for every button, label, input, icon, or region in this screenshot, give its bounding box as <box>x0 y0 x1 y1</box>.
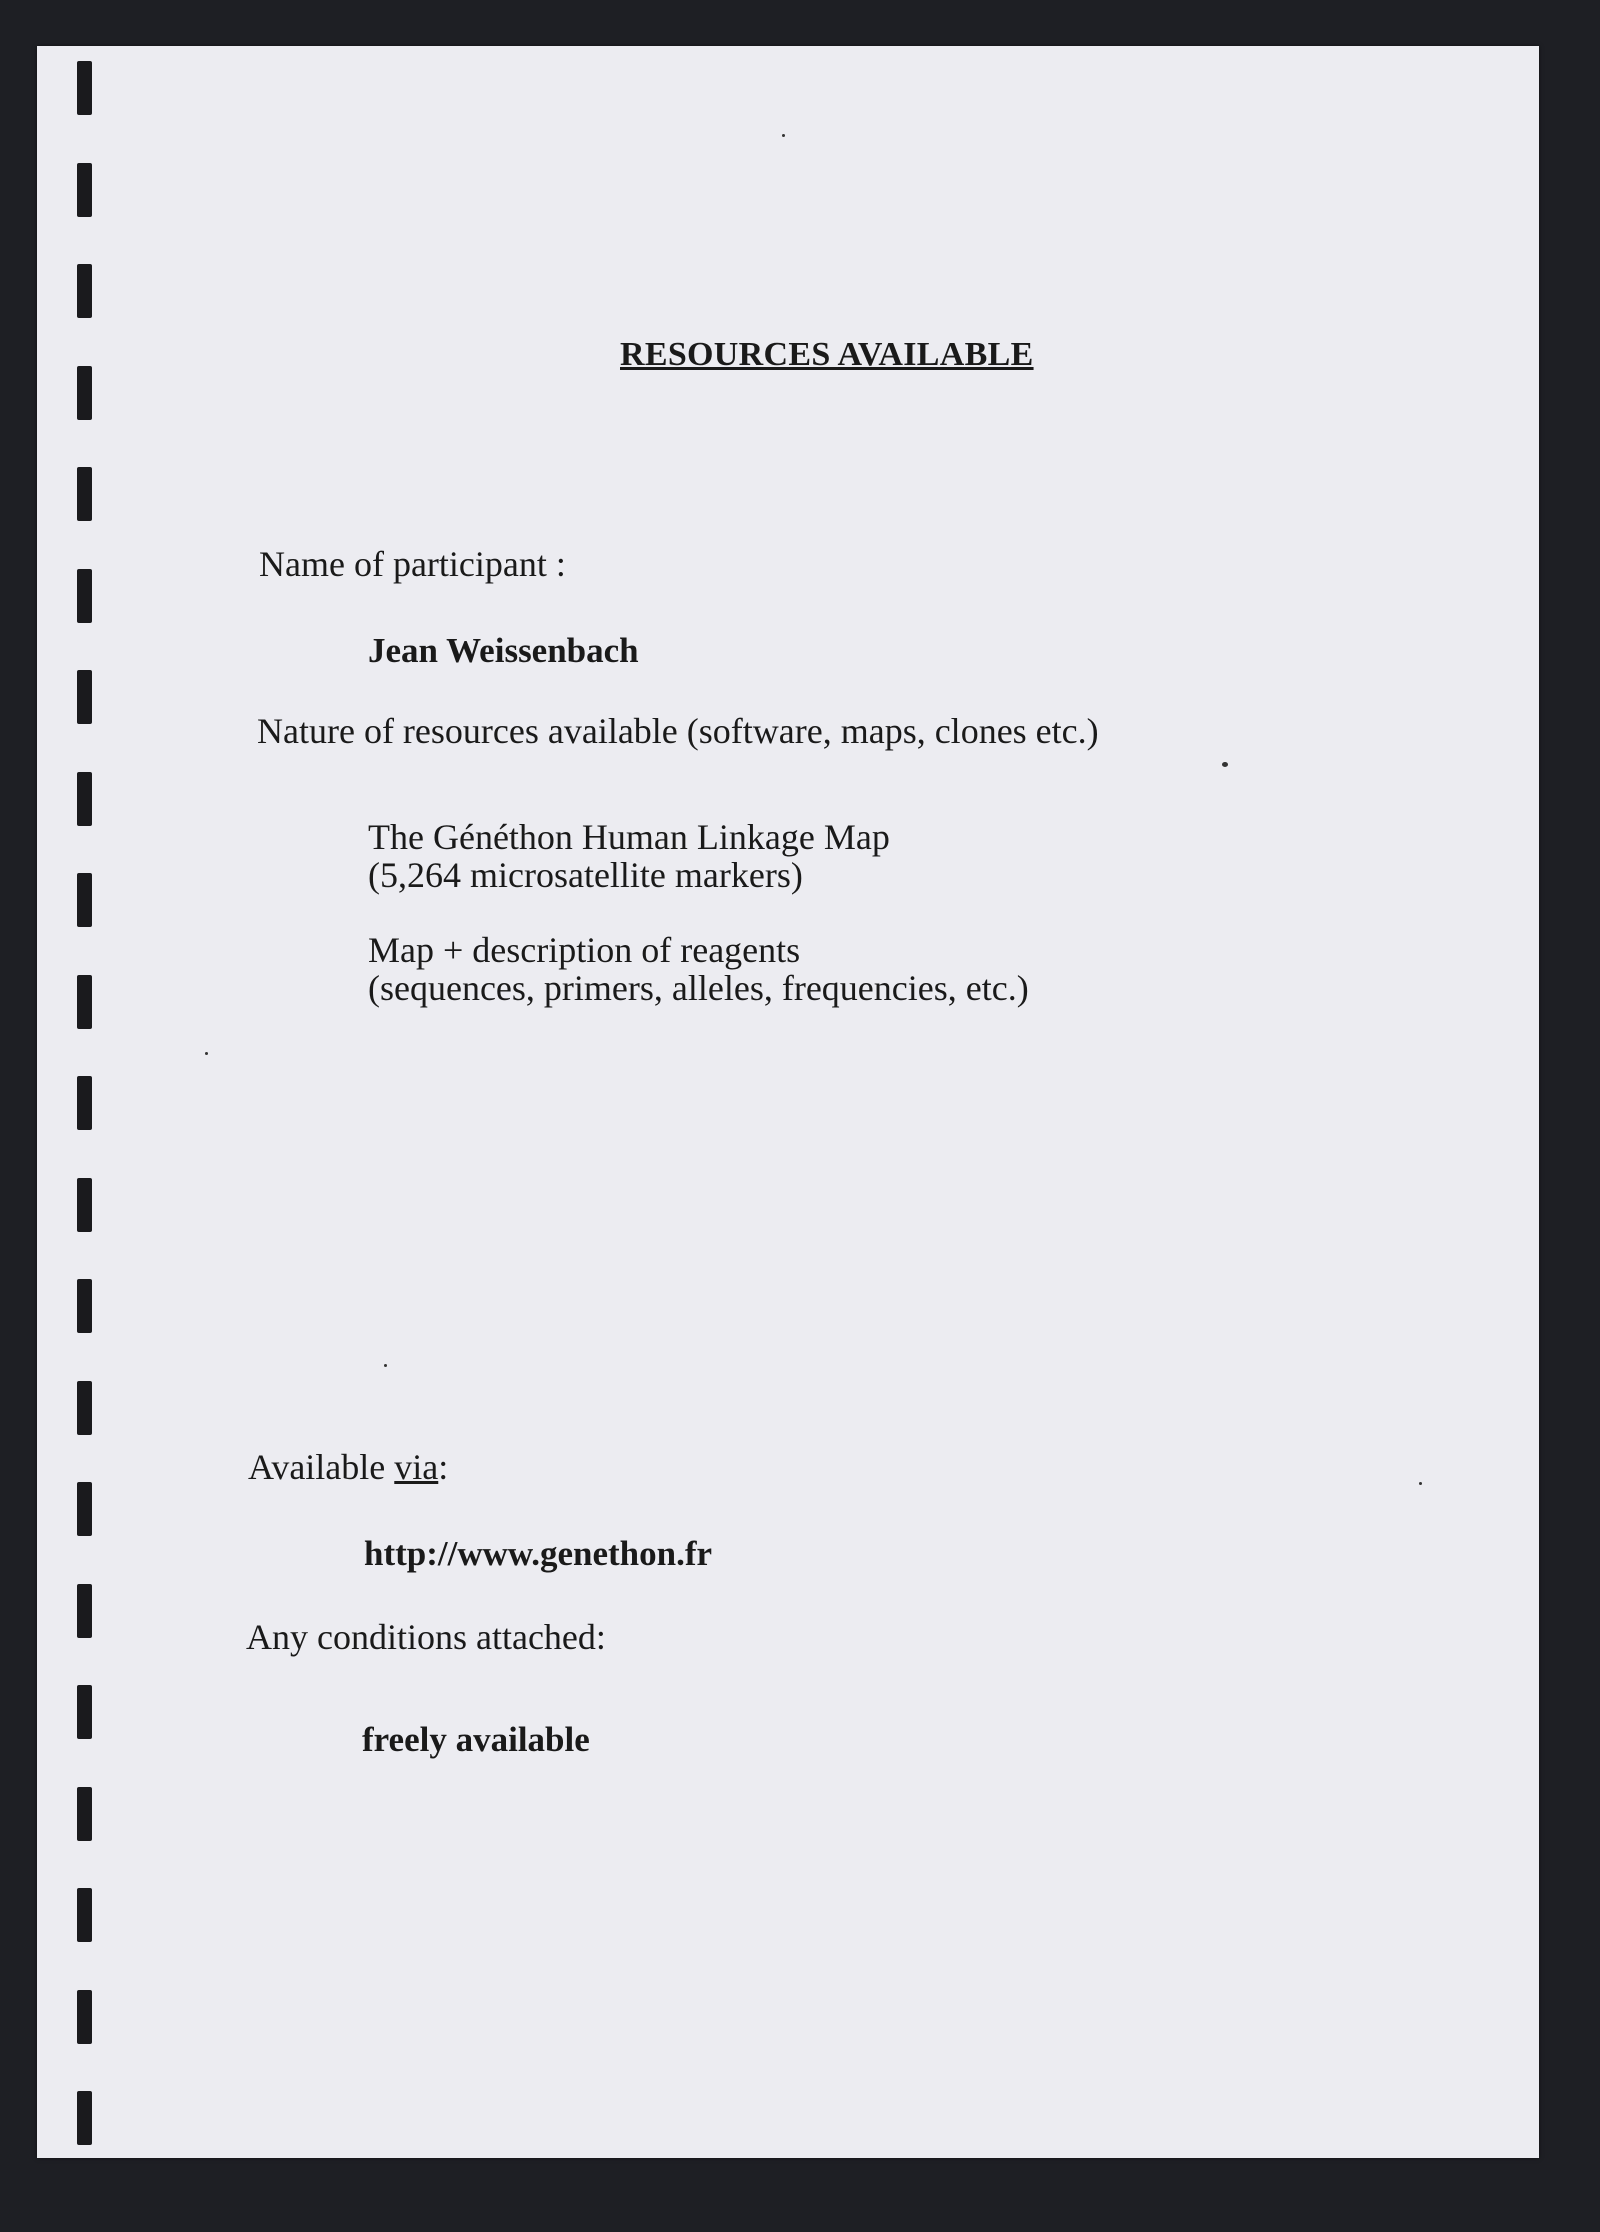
paper-speck <box>384 1364 387 1367</box>
binding-hole <box>77 975 92 1029</box>
paper-speck <box>1222 762 1228 767</box>
participant-label: Name of participant : <box>259 544 566 584</box>
resource-detail: (sequences, primers, alleles, frequencies, etc.) <box>368 968 1029 1008</box>
binding-hole <box>77 2091 92 2145</box>
resources-nature-label: Nature of resources available (software, maps, clones etc.) <box>257 711 1099 751</box>
binding-hole <box>77 670 92 724</box>
binding-hole <box>77 1381 92 1435</box>
binding-hole <box>77 772 92 826</box>
resource-item <box>368 931 1029 1007</box>
paper-speck <box>205 1052 208 1055</box>
binding-hole <box>77 366 92 420</box>
binding-hole <box>77 1990 92 2044</box>
binding-hole <box>77 163 92 217</box>
binding-hole <box>77 569 92 623</box>
binding-hole <box>77 1888 92 1942</box>
available-via-label <box>248 1446 448 1488</box>
paper-speck <box>1419 1482 1422 1485</box>
available-via-prefix: Available <box>248 1447 395 1487</box>
available-via-underlined: via <box>394 1447 439 1487</box>
binding-hole <box>77 1178 92 1232</box>
binding-hole <box>77 873 92 927</box>
binding-hole <box>77 467 92 521</box>
resource-item <box>368 818 890 894</box>
binding-hole <box>77 1482 92 1536</box>
binding-hole <box>77 1787 92 1841</box>
binding-hole <box>77 1685 92 1739</box>
participant-name: Jean Weissenbach <box>368 631 639 670</box>
available-via-suffix: : <box>438 1447 449 1487</box>
resource-title: The Généthon Human Linkage Map <box>368 817 890 857</box>
paper-sheet <box>37 46 1539 2158</box>
page-title: RESOURCES AVAILABLE <box>620 336 1034 373</box>
conditions-label: Any conditions attached: <box>246 1617 606 1657</box>
binding-hole <box>77 1076 92 1130</box>
binding-hole <box>77 1584 92 1638</box>
resource-title: Map + description of reagents <box>368 930 801 970</box>
binding-hole <box>77 61 92 115</box>
conditions-value: freely available <box>362 1720 590 1759</box>
resource-detail: (5,264 microsatellite markers) <box>368 855 803 895</box>
access-url: http://www.genethon.fr <box>364 1534 713 1573</box>
binding-hole <box>77 1279 92 1333</box>
binding-hole <box>77 264 92 318</box>
paper-speck <box>782 134 785 137</box>
